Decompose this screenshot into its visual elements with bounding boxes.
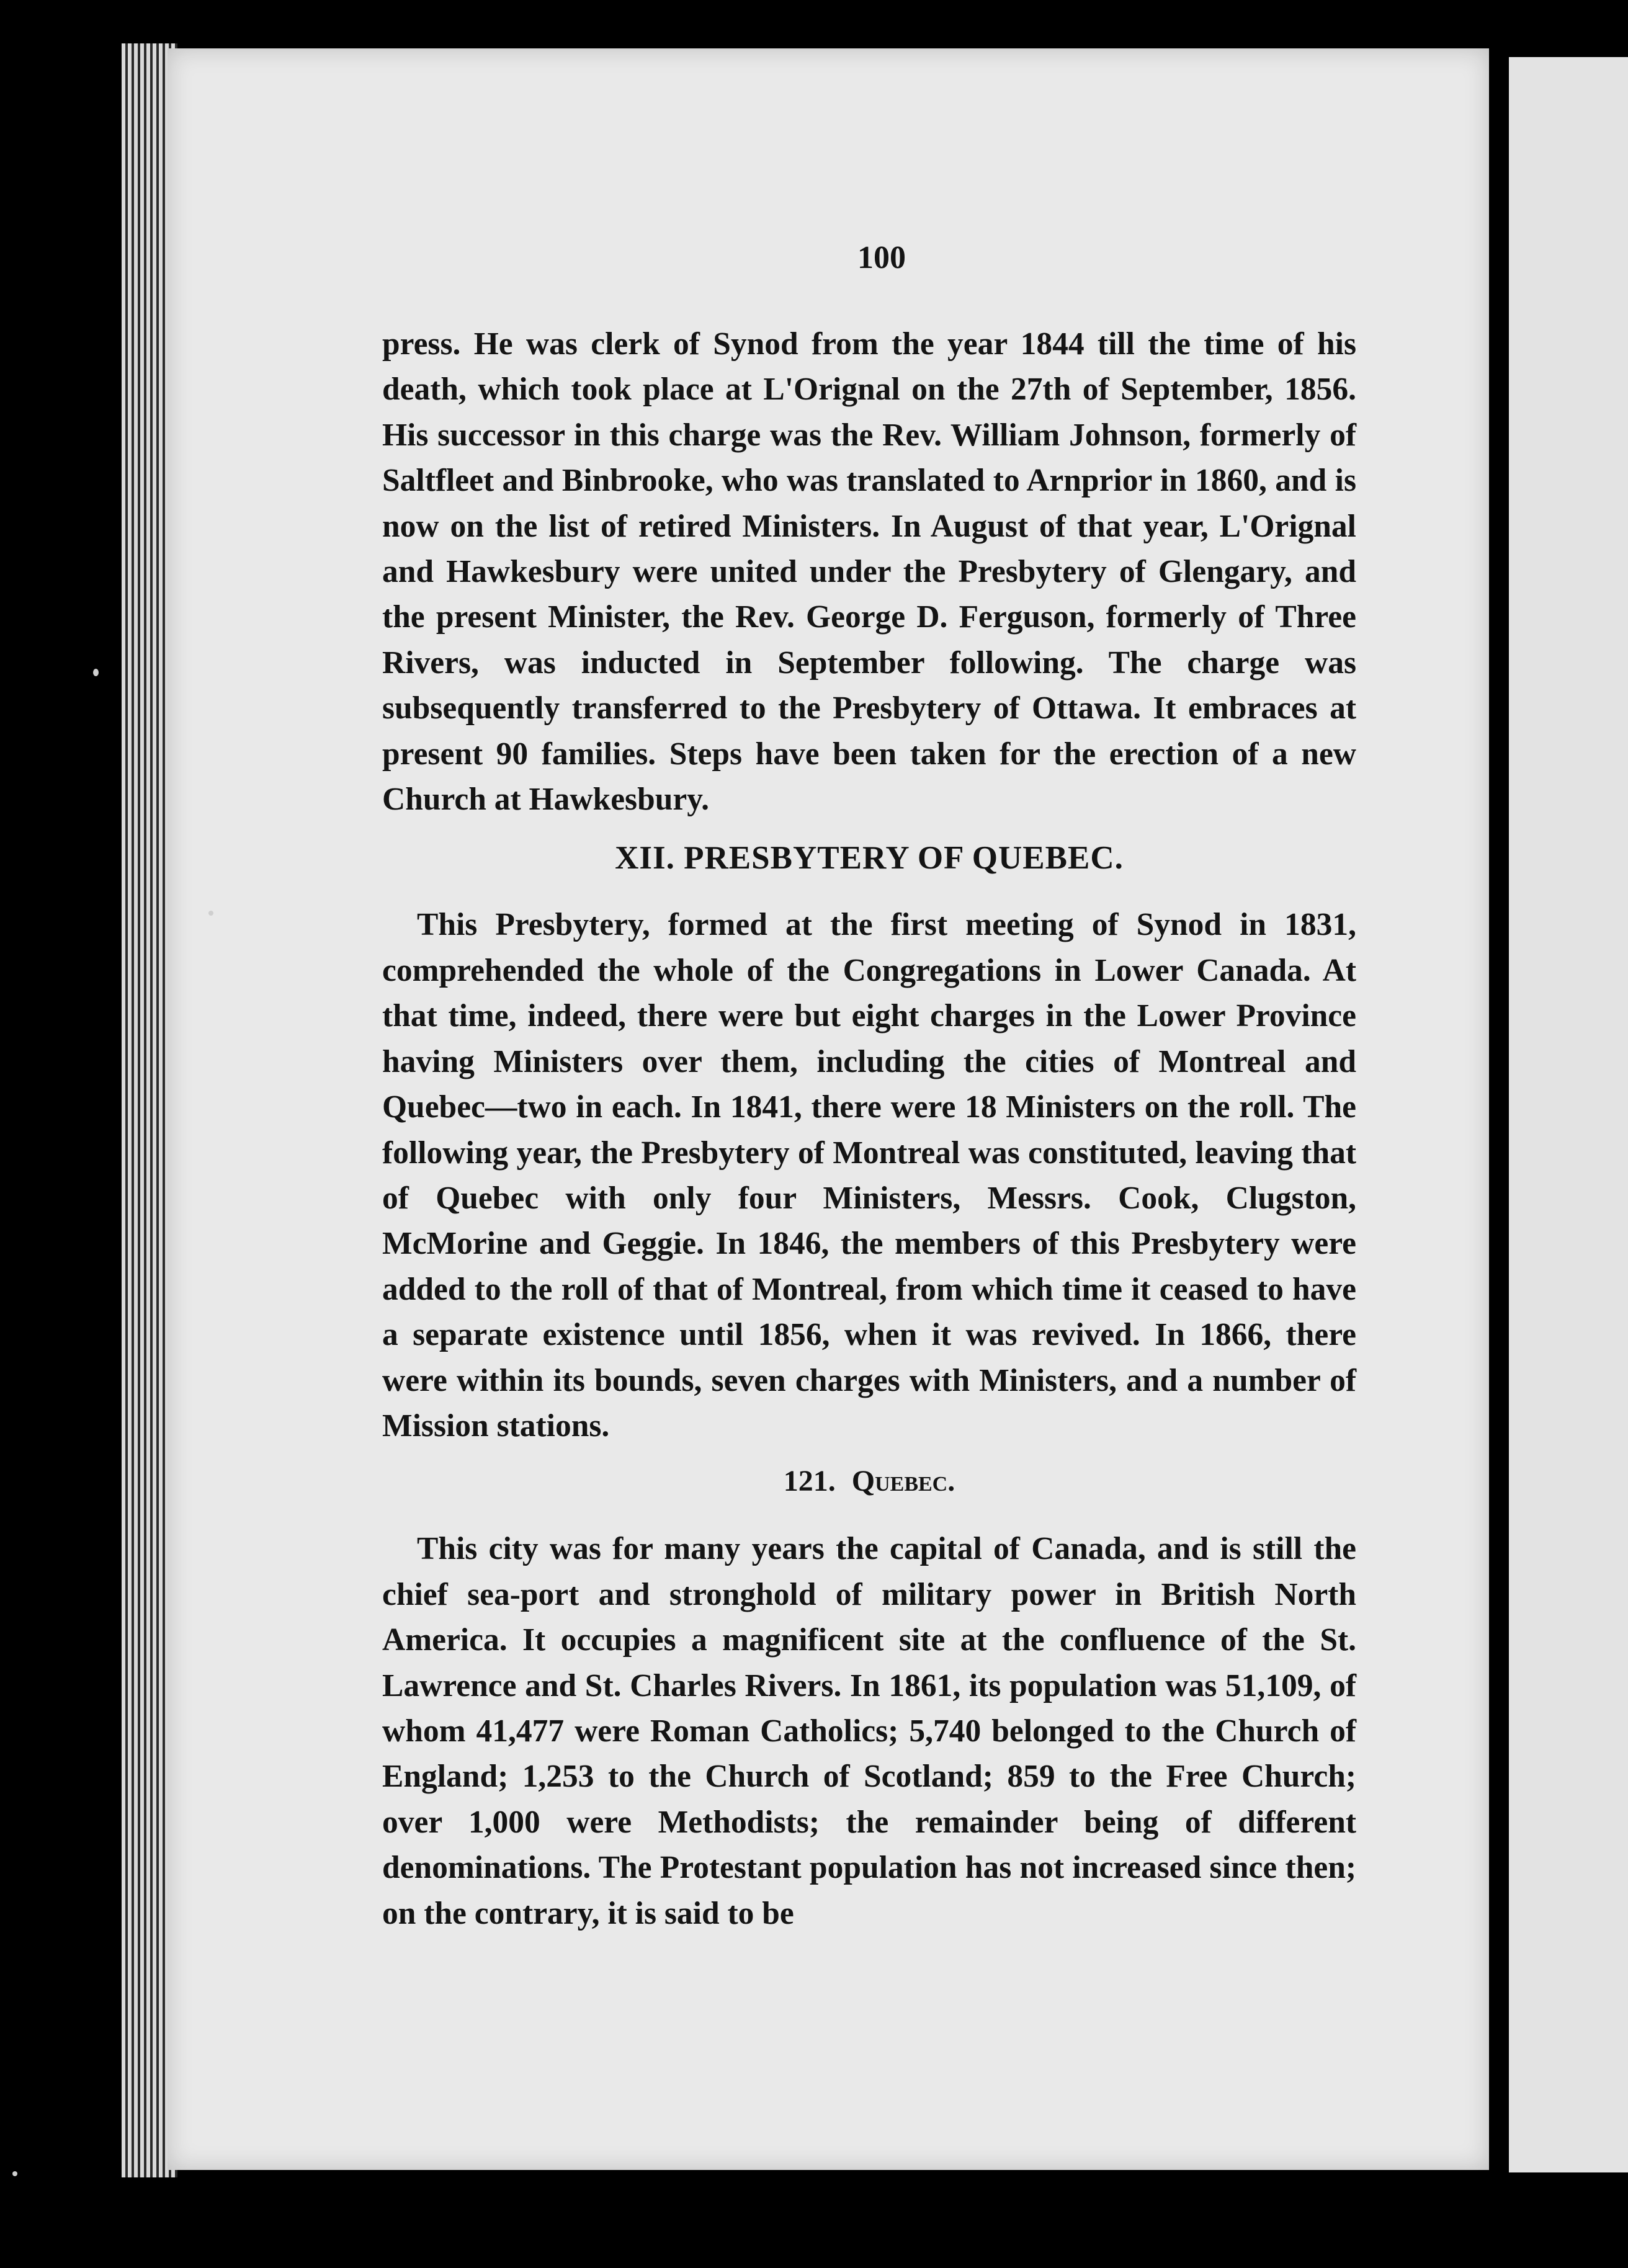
page-number: 100 — [857, 240, 906, 275]
subsection-number: 121. — [783, 1465, 836, 1498]
dust-speck — [12, 2171, 17, 2176]
subsection-heading — [382, 1458, 1356, 1504]
dust-speck — [93, 669, 99, 676]
paragraph-hawkesbury: press. He was clerk of Synod from the year 1844 till the time of his death, which took place at L'Orignal on the 27th of September, 1856. His successor in this charge was the Rev. William Johnson, formerly of Saltfleet and Binbrooke, who was translated to Arnprior in 1860, and is now on the list of retired Ministers. In August of that year, L'Orignal and Hawkesbury were united under the Presbytery of Glengary, and the present Minister, the Rev. George D. Ferguson, formerly of Three Rivers, was inducted in September following. The charge was subsequently transferred to the Presbytery of Ottawa. It embraces at present 90 families. Steps have been taken for the erection of a new Church at Hawkesbury. — [382, 326, 1356, 818]
page-text — [382, 239, 1356, 1936]
section-heading: XII. PRESBYTERY OF QUEBEC. — [615, 840, 1124, 877]
adjacent-page-edge — [1509, 57, 1628, 2172]
paragraph-presbytery: This Presbytery, formed at the first meeting of Synod in 1831, comprehended the whole of the Congregations in Lower Canada. At that time, indeed, there were but eight charges in the Lower Province having Ministers over them, including the cities of Montreal and Quebec—two in each. In 1841, there were 18 Ministers on the roll. The following year, the Presbytery of Montreal was constituted, leaving that of Quebec with only four Ministers, Messrs. Cook, Clugston, McMorine and Geggie. In 1846, the members of this Presbytery were added to the roll of that of Montreal, from which time it ceased to have a separate existence until 1856, when it was revived. In 1866, there were within its bounds, seven charges with Ministers, and a number of Mission stations. — [382, 907, 1356, 1444]
subsection-title: Quebec. — [851, 1465, 955, 1498]
paragraph-quebec: This city was for many years the capital of Canada, and is still the chief sea-port and stronghold of military power in British North America. It occupies a magnificent site at the confluence of the St. Lawrence and St. Charles Rivers. In 1861, its population was 51,109, of whom 41,477 were Roman Catholics; 5,740 belonged to the Church of England; 1,253 to the Church of Scotland; 859 to the Free Church; over 1,000 were Methodists; the remainder being of different denominations. The Protestant population has not increased since then; on the contrary, it is said to be — [382, 1531, 1356, 1931]
dust-speck — [208, 911, 213, 916]
